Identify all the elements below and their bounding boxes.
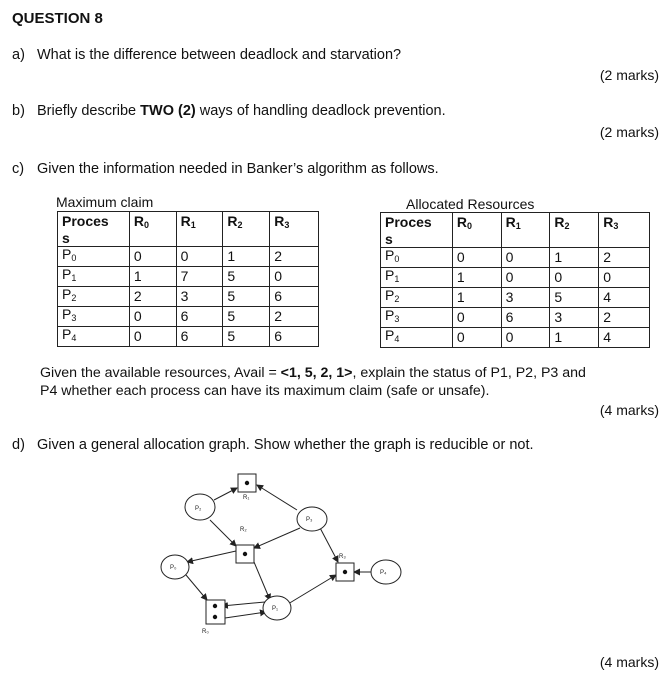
- allocated-value-cell: 0: [452, 328, 501, 348]
- allocated-value-cell: 3: [501, 288, 550, 308]
- allocated-value-cell: 4: [599, 288, 650, 308]
- resource-r3-instance: [343, 570, 347, 574]
- max-claim-value-cell: 6: [270, 327, 319, 347]
- max-claim-value-cell: 6: [176, 307, 223, 327]
- allocated-table: [380, 212, 650, 348]
- max-claim-value-cell: 3: [176, 287, 223, 307]
- edge-p2-r1: [214, 488, 237, 500]
- part-c-label: c): [12, 161, 25, 177]
- allocated-row: [381, 268, 650, 288]
- allocated-header-r0: $R_0$: [452, 213, 501, 248]
- max-claim-row: [58, 327, 319, 347]
- max-claim-table: [57, 211, 319, 347]
- allocated-process-cell: $P_2$: [381, 288, 453, 308]
- part-b-label: b): [12, 103, 25, 119]
- max-claim-header-r0: $R_0$: [129, 212, 176, 247]
- part-c-marks: (4 marks): [599, 402, 659, 418]
- allocated-value-cell: 6: [501, 308, 550, 328]
- allocated-value-cell: 1: [452, 268, 501, 288]
- allocated-header-process-cont: s: [381, 232, 453, 248]
- allocated-row: [381, 288, 650, 308]
- resource-r3-label: R₃: [339, 554, 346, 560]
- part-a-label: a): [12, 47, 25, 63]
- avail-line-2: P4 whether each process can have its maximum claim (safe or unsafe).: [40, 383, 490, 399]
- max-claim-process-cell: $P_3$: [58, 307, 130, 327]
- part-c-text: Given the information needed in Banker’s algorithm as follows.: [37, 161, 439, 177]
- allocated-caption: Allocated Resources: [406, 196, 535, 212]
- allocated-value-cell: 0: [452, 248, 501, 268]
- allocated-value-cell: 2: [599, 308, 650, 328]
- max-claim-value-cell: 0: [176, 247, 223, 267]
- max-claim-header-r3: $R_3$: [270, 212, 319, 247]
- edge-r0-p1-b: [225, 612, 266, 618]
- max-claim-header-r2: $R_2$: [223, 212, 270, 247]
- allocated-process-cell: $P_1$: [381, 268, 453, 288]
- resource-r0: [206, 600, 225, 624]
- resource-r2-label: R₂: [240, 527, 247, 533]
- resource-r0-instance-1: [213, 604, 217, 608]
- max-claim-row: [58, 307, 319, 327]
- max-claim-value-cell: 5: [223, 327, 270, 347]
- part-a-text: What is the difference between deadlock and starvation?: [37, 47, 402, 63]
- edge-r2-p1: [254, 562, 270, 600]
- part-d-marks: (4 marks): [599, 654, 659, 670]
- edge-r1-p3: [257, 485, 297, 510]
- allocated-value-cell: 0: [501, 268, 550, 288]
- max-claim-value-cell: 7: [176, 267, 223, 287]
- allocated-value-cell: 0: [452, 308, 501, 328]
- avail-text-after: , explain the status of P1, P2, P3 and: [352, 365, 586, 381]
- max-claim-value-cell: 0: [129, 247, 176, 267]
- process-p3-label: P₃: [306, 517, 313, 523]
- allocated-process-cell: $P_3$: [381, 308, 453, 328]
- part-b-text-before: Briefly describe: [37, 103, 141, 119]
- max-claim-value-cell: 5: [223, 287, 270, 307]
- resource-r1-instance: [245, 481, 249, 485]
- allocated-header-r3: $R_3$: [599, 213, 650, 248]
- max-claim-caption: Maximum claim: [56, 194, 154, 210]
- edge-p2-r2: [210, 520, 236, 546]
- question-title: QUESTION 8: [12, 10, 103, 27]
- resource-r2-instance: [243, 552, 247, 556]
- part-b-text-bold: TWO (2): [140, 103, 196, 119]
- max-claim-value-cell: 2: [270, 307, 319, 327]
- allocated-value-cell: 1: [550, 248, 599, 268]
- edge-p1-r3: [288, 575, 336, 604]
- edge-p0-r0: [186, 575, 207, 600]
- allocated-process-cell: $P_0$: [381, 248, 453, 268]
- max-claim-process-cell: $P_4$: [58, 327, 130, 347]
- max-claim-process-cell: $P_1$: [58, 267, 130, 287]
- allocated-value-cell: 3: [550, 308, 599, 328]
- allocated-value-cell: 0: [550, 268, 599, 288]
- max-claim-value-cell: 6: [270, 287, 319, 307]
- allocated-row: [381, 308, 650, 328]
- part-a-marks: (2 marks): [599, 67, 659, 83]
- allocated-value-cell: 0: [501, 328, 550, 348]
- max-claim-value-cell: 1: [223, 247, 270, 267]
- allocated-header-process: Proces: [381, 213, 453, 233]
- max-claim-row: [58, 267, 319, 287]
- max-claim-process-cell: $P_2$: [58, 287, 130, 307]
- process-p0-label: P₀: [170, 565, 177, 571]
- max-claim-row: [58, 287, 319, 307]
- max-claim-header-row: [58, 212, 319, 232]
- allocated-row: [381, 328, 650, 348]
- allocated-header-r2: $R_2$: [550, 213, 599, 248]
- edge-p3-r3: [318, 524, 338, 562]
- resource-allocation-graph: [150, 465, 420, 640]
- edge-p3-r2: [254, 528, 300, 548]
- avail-line-1: [40, 365, 586, 382]
- max-claim-value-cell: 0: [270, 267, 319, 287]
- max-claim-value-cell: 5: [223, 267, 270, 287]
- allocated-value-cell: 0: [599, 268, 650, 288]
- allocated-value-cell: 4: [599, 328, 650, 348]
- avail-text-before: Given the available resources, Avail =: [40, 365, 281, 381]
- part-b-text: [37, 103, 446, 119]
- max-claim-header-process-cont: s: [58, 231, 130, 247]
- max-claim-value-cell: 6: [176, 327, 223, 347]
- process-p2-label: P₂: [195, 506, 202, 512]
- resource-r0-label: R₀: [202, 629, 209, 635]
- max-claim-process-cell: $P_0$: [58, 247, 130, 267]
- max-claim-header-r1: $R_1$: [176, 212, 223, 247]
- max-claim-row: [58, 247, 319, 267]
- part-d-label: d): [12, 437, 25, 453]
- max-claim-value-cell: 2: [270, 247, 319, 267]
- max-claim-value-cell: 1: [129, 267, 176, 287]
- max-claim-value-cell: 5: [223, 307, 270, 327]
- max-claim-header-process: Proces: [58, 212, 130, 232]
- allocated-value-cell: 2: [599, 248, 650, 268]
- allocated-header-r1: $R_1$: [501, 213, 550, 248]
- max-claim-value-cell: 0: [129, 327, 176, 347]
- part-d-text: Given a general allocation graph. Show whether the graph is reducible or not.: [37, 437, 534, 453]
- allocated-header-row: [381, 213, 650, 233]
- edge-r2-p0: [187, 551, 236, 562]
- avail-vector: <1, 5, 2, 1>: [280, 365, 353, 381]
- max-claim-value-cell: 0: [129, 307, 176, 327]
- edge-r0-p1-a: [222, 602, 265, 606]
- allocated-value-cell: 5: [550, 288, 599, 308]
- allocated-value-cell: 0: [501, 248, 550, 268]
- allocated-value-cell: 1: [452, 288, 501, 308]
- part-b-text-after: ways of handling deadlock prevention.: [195, 103, 446, 119]
- allocated-row: [381, 248, 650, 268]
- allocated-value-cell: 1: [550, 328, 599, 348]
- allocated-process-cell: $P_4$: [381, 328, 453, 348]
- resource-r1-label: R₁: [243, 495, 250, 501]
- max-claim-value-cell: 2: [129, 287, 176, 307]
- resource-r0-instance-2: [213, 615, 217, 619]
- part-b-marks: (2 marks): [599, 124, 659, 140]
- process-p4-label: P₄: [380, 570, 387, 576]
- process-p1-label: P₁: [272, 606, 279, 612]
